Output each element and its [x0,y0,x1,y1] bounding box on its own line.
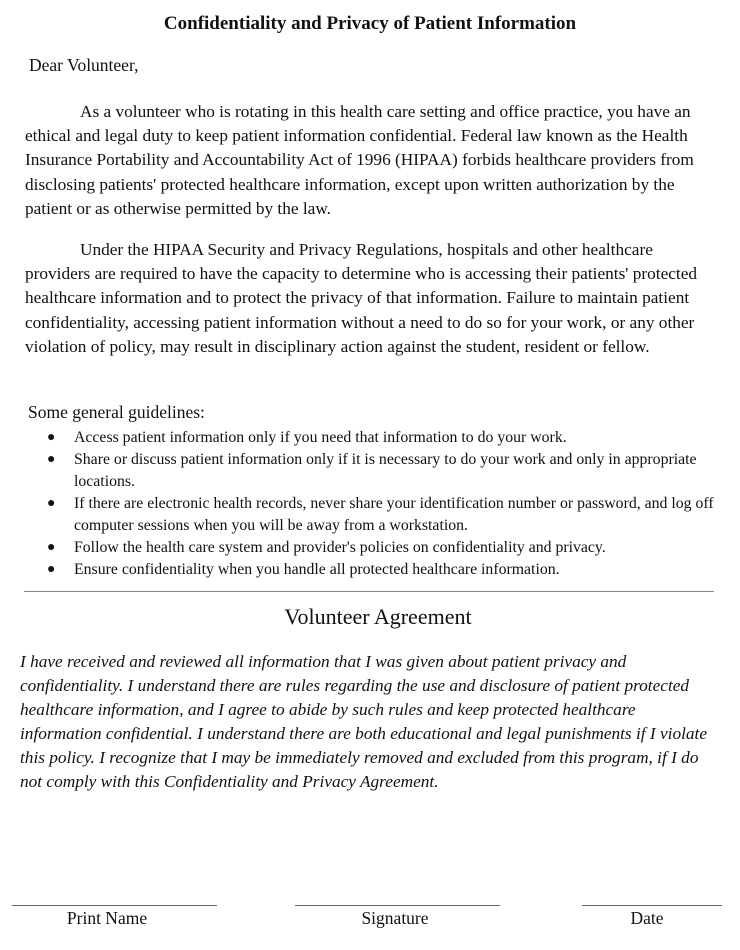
print-name-label: Print Name [66,908,148,928]
guideline-text: Follow the health care system and provider's policies on confidentiality and privacy. [74,539,606,556]
agreement-title: Volunteer Agreement [284,604,472,629]
guideline-text: Ensure confidentiality when you handle all protected healthcare information. [74,561,560,578]
guidelines-intro: Some general guidelines: [28,402,205,422]
guideline-text: If there are electronic health records, never share your identification number or password, and log off computer sessions when you will be away from a workstation. [74,495,714,534]
guideline-text: Access patient information only if you need that information to do your work. [74,429,567,446]
guideline-item [25,427,720,449]
bullet-icon: ● [47,562,56,577]
guideline-item [25,559,720,581]
guidelines-list [25,427,720,581]
bullet-icon: ● [47,540,56,555]
salutation: Dear Volunteer, [29,55,139,75]
bullet-icon: ● [47,452,56,467]
agreement-text: I have received and reviewed all information that I was given about patient privacy and confidentiality. I understand there are rules regarding the use and disclosure of patient protected healthcare information, and I agree to abide by such rules and keep protected healthcare information confidential. I understand there are both educational and legal punishments if I violate this policy. I recognize that I may be immediately removed and excluded from this program, if I do not comply with this Confidentiality and Privacy Agreement. [20,652,708,792]
section-divider [24,591,714,592]
guideline-item [25,493,720,537]
guideline-item [25,537,720,559]
bullet-icon: ● [47,430,56,445]
signature-label: Signature [361,908,429,928]
guideline-item [25,449,720,493]
paragraph-hipaa-regulations: Under the HIPAA Security and Privacy Regulations, hospitals and other healthcare providers are required to have the capacity to determine who is accessing their patients' protected healthcare information and to protect the privacy of that information. Failure to maintain patient confidentiality, accessing patient information without a need to do so for your work, or any other violation of policy, may result in disciplinary action against the student, resident or fellow. [25,240,698,356]
bullet-icon: ● [47,496,56,511]
paragraph-hipaa-duty: As a volunteer who is rotating in this health care setting and office practice, you have an ethical and legal duty to keep patient information confidential. Federal law known as the Health Insurance Portability and Accountability Act of 1996 (HIPAA) forbids healthcare providers from disclosing patients' protected healthcare information, except upon written authorization by the patient or as otherwise permitted by the law. [25,102,694,218]
date-line[interactable] [582,905,722,906]
print-name-line[interactable] [12,905,217,906]
date-label: Date [630,908,664,928]
signature-line[interactable] [295,905,500,906]
guideline-text: Share or discuss patient information only if it is necessary to do your work and only in appropriate locations. [74,451,697,490]
page-title: Confidentiality and Privacy of Patient Information [163,13,577,34]
